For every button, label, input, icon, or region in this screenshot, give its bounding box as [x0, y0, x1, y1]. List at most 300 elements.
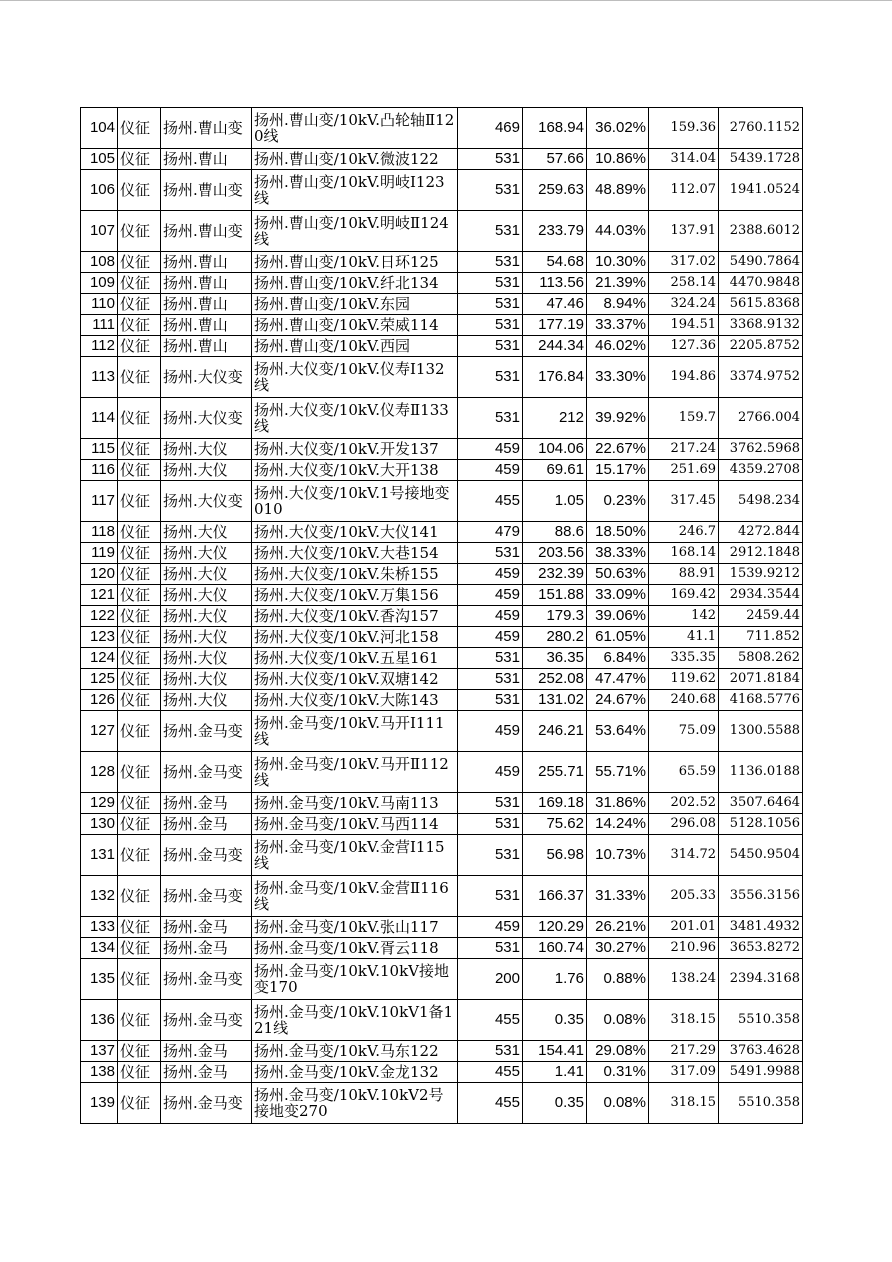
row-number-cell: 126	[81, 690, 118, 711]
remaining-kva-cell: 5510.358	[719, 1000, 803, 1041]
capacity-cell: 531	[458, 835, 523, 876]
feeder-line-cell: 扬州.金马变/10kV.马开Ⅰ111线	[252, 711, 458, 752]
county-cell: 仪征	[118, 460, 161, 481]
county-cell: 仪征	[118, 522, 161, 543]
load-rate-cell: 55.71%	[587, 752, 649, 793]
feeder-line-cell: 扬州.曹山变/10kV.日环125	[252, 252, 458, 273]
table-row	[81, 876, 803, 917]
table-row	[81, 793, 803, 814]
capacity-cell: 459	[458, 460, 523, 481]
row-number-cell: 105	[81, 149, 118, 170]
table-row	[81, 149, 803, 170]
remaining-kva-cell: 1300.5588	[719, 711, 803, 752]
remaining-kva-cell: 711.852	[719, 627, 803, 648]
substation-cell: 扬州.金马变	[161, 1083, 252, 1124]
capacity-cell: 531	[458, 252, 523, 273]
feeder-line-cell: 扬州.金马变/10kV.金营Ⅰ115线	[252, 835, 458, 876]
load-rate-cell: 14.24%	[587, 814, 649, 835]
substation-cell: 扬州.曹山	[161, 252, 252, 273]
remaining-capacity-cell: 317.09	[649, 1062, 719, 1083]
substation-cell: 扬州.曹山变	[161, 211, 252, 252]
load-rate-cell: 0.08%	[587, 1000, 649, 1041]
remaining-kva-cell: 4272.844	[719, 522, 803, 543]
feeder-line-cell: 扬州.金马变/10kV.马西114	[252, 814, 458, 835]
county-cell: 仪征	[118, 357, 161, 398]
capacity-cell: 531	[458, 211, 523, 252]
feeder-line-cell: 扬州.大仪变/10kV.香沟157	[252, 606, 458, 627]
remaining-capacity-cell: 194.51	[649, 315, 719, 336]
substation-cell: 扬州.曹山	[161, 294, 252, 315]
load-rate-cell: 8.94%	[587, 294, 649, 315]
row-number-cell: 121	[81, 585, 118, 606]
remaining-capacity-cell: 159.36	[649, 108, 719, 149]
row-number-cell: 125	[81, 669, 118, 690]
remaining-capacity-cell: 137.91	[649, 211, 719, 252]
county-cell: 仪征	[118, 336, 161, 357]
remaining-capacity-cell: 240.68	[649, 690, 719, 711]
feeder-line-cell: 扬州.大仪变/10kV.大开138	[252, 460, 458, 481]
load-rate-cell: 31.86%	[587, 793, 649, 814]
capacity-cell: 459	[458, 752, 523, 793]
county-cell: 仪征	[118, 627, 161, 648]
load-rate-cell: 26.21%	[587, 917, 649, 938]
remaining-capacity-cell: 317.02	[649, 252, 719, 273]
table-row	[81, 315, 803, 336]
remaining-kva-cell: 3481.4932	[719, 917, 803, 938]
load-cell: 47.46	[523, 294, 587, 315]
remaining-capacity-cell: 127.36	[649, 336, 719, 357]
table-row	[81, 814, 803, 835]
substation-cell: 扬州.曹山	[161, 336, 252, 357]
row-number-cell: 120	[81, 564, 118, 585]
table-row	[81, 294, 803, 315]
table-row	[81, 627, 803, 648]
county-cell: 仪征	[118, 669, 161, 690]
substation-cell: 扬州.大仪	[161, 522, 252, 543]
table-row	[81, 690, 803, 711]
load-cell: 246.21	[523, 711, 587, 752]
substation-cell: 扬州.金马变	[161, 835, 252, 876]
load-rate-cell: 61.05%	[587, 627, 649, 648]
capacity-cell: 455	[458, 481, 523, 522]
substation-cell: 扬州.大仪	[161, 543, 252, 564]
remaining-capacity-cell: 205.33	[649, 876, 719, 917]
substation-cell: 扬州.金马	[161, 938, 252, 959]
load-rate-cell: 24.67%	[587, 690, 649, 711]
capacity-cell: 531	[458, 669, 523, 690]
substation-cell: 扬州.大仪变	[161, 357, 252, 398]
feeder-line-cell: 扬州.金马变/10kV.胥云118	[252, 938, 458, 959]
remaining-capacity-cell: 314.72	[649, 835, 719, 876]
feeder-line-cell: 扬州.曹山变/10kV.明岐Ⅰ123线	[252, 170, 458, 211]
remaining-kva-cell: 4470.9848	[719, 273, 803, 294]
remaining-capacity-cell: 119.62	[649, 669, 719, 690]
table-row	[81, 357, 803, 398]
row-number-cell: 123	[81, 627, 118, 648]
load-cell: 244.34	[523, 336, 587, 357]
remaining-capacity-cell: 335.35	[649, 648, 719, 669]
remaining-kva-cell: 1539.9212	[719, 564, 803, 585]
county-cell: 仪征	[118, 211, 161, 252]
table-row	[81, 835, 803, 876]
county-cell: 仪征	[118, 814, 161, 835]
row-number-cell: 112	[81, 336, 118, 357]
feeder-line-cell: 扬州.金马变/10kV.马东122	[252, 1041, 458, 1062]
remaining-capacity-cell: 251.69	[649, 460, 719, 481]
capacity-cell: 200	[458, 959, 523, 1000]
remaining-kva-cell: 2912.1848	[719, 543, 803, 564]
load-rate-cell: 10.86%	[587, 149, 649, 170]
remaining-kva-cell: 2205.8752	[719, 336, 803, 357]
substation-cell: 扬州.曹山变	[161, 108, 252, 149]
feeder-line-cell: 扬州.曹山变/10kV.明岐Ⅱ124线	[252, 211, 458, 252]
feeder-line-cell: 扬州.大仪变/10kV.河北158	[252, 627, 458, 648]
load-cell: 212	[523, 398, 587, 439]
capacity-cell: 531	[458, 315, 523, 336]
county-cell: 仪征	[118, 439, 161, 460]
remaining-kva-cell: 5615.8368	[719, 294, 803, 315]
load-rate-cell: 21.39%	[587, 273, 649, 294]
row-number-cell: 118	[81, 522, 118, 543]
capacity-cell: 531	[458, 876, 523, 917]
table-row	[81, 585, 803, 606]
remaining-kva-cell: 3507.6464	[719, 793, 803, 814]
remaining-capacity-cell: 138.24	[649, 959, 719, 1000]
load-cell: 1.41	[523, 1062, 587, 1083]
remaining-capacity-cell: 169.42	[649, 585, 719, 606]
load-rate-cell: 47.47%	[587, 669, 649, 690]
load-rate-cell: 48.89%	[587, 170, 649, 211]
table-row	[81, 460, 803, 481]
remaining-kva-cell: 3763.4628	[719, 1041, 803, 1062]
load-cell: 1.05	[523, 481, 587, 522]
load-rate-cell: 22.67%	[587, 439, 649, 460]
remaining-kva-cell: 5498.234	[719, 481, 803, 522]
load-rate-cell: 50.63%	[587, 564, 649, 585]
capacity-cell: 459	[458, 585, 523, 606]
remaining-kva-cell: 5510.358	[719, 1083, 803, 1124]
substation-cell: 扬州.曹山	[161, 149, 252, 170]
load-rate-cell: 0.88%	[587, 959, 649, 1000]
remaining-kva-cell: 5490.7864	[719, 252, 803, 273]
county-cell: 仪征	[118, 585, 161, 606]
feeder-line-cell: 扬州.金马变/10kV.10kV2号接地变270	[252, 1083, 458, 1124]
county-cell: 仪征	[118, 793, 161, 814]
capacity-cell: 531	[458, 690, 523, 711]
load-cell: 166.37	[523, 876, 587, 917]
county-cell: 仪征	[118, 711, 161, 752]
county-cell: 仪征	[118, 959, 161, 1000]
remaining-kva-cell: 5491.9988	[719, 1062, 803, 1083]
table-row	[81, 606, 803, 627]
remaining-capacity-cell: 88.91	[649, 564, 719, 585]
table-row	[81, 711, 803, 752]
row-number-cell: 114	[81, 398, 118, 439]
feeder-line-cell: 扬州.金马变/10kV.张山117	[252, 917, 458, 938]
table-row	[81, 1000, 803, 1041]
feeder-line-cell: 扬州.曹山变/10kV.凸轮轴Ⅱ120线	[252, 108, 458, 149]
load-cell: 232.39	[523, 564, 587, 585]
row-number-cell: 136	[81, 1000, 118, 1041]
row-number-cell: 131	[81, 835, 118, 876]
row-number-cell: 108	[81, 252, 118, 273]
remaining-kva-cell: 2071.8184	[719, 669, 803, 690]
substation-cell: 扬州.大仪变	[161, 398, 252, 439]
feeder-line-cell: 扬州.曹山变/10kV.微波122	[252, 149, 458, 170]
remaining-capacity-cell: 296.08	[649, 814, 719, 835]
load-rate-cell: 0.23%	[587, 481, 649, 522]
substation-cell: 扬州.金马变	[161, 1000, 252, 1041]
county-cell: 仪征	[118, 690, 161, 711]
capacity-cell: 459	[458, 711, 523, 752]
load-cell: 36.35	[523, 648, 587, 669]
county-cell: 仪征	[118, 648, 161, 669]
row-number-cell: 127	[81, 711, 118, 752]
substation-cell: 扬州.金马变	[161, 876, 252, 917]
feeder-line-cell: 扬州.大仪变/10kV.开发137	[252, 439, 458, 460]
capacity-cell: 531	[458, 149, 523, 170]
row-number-cell: 132	[81, 876, 118, 917]
load-cell: 120.29	[523, 917, 587, 938]
row-number-cell: 137	[81, 1041, 118, 1062]
row-number-cell: 124	[81, 648, 118, 669]
county-cell: 仪征	[118, 564, 161, 585]
remaining-capacity-cell: 318.15	[649, 1083, 719, 1124]
remaining-kva-cell: 3762.5968	[719, 439, 803, 460]
load-cell: 203.56	[523, 543, 587, 564]
remaining-capacity-cell: 202.52	[649, 793, 719, 814]
load-cell: 57.66	[523, 149, 587, 170]
capacity-cell: 455	[458, 1083, 523, 1124]
load-rate-cell: 10.73%	[587, 835, 649, 876]
load-cell: 255.71	[523, 752, 587, 793]
feeder-line-cell: 扬州.金马变/10kV.金营Ⅱ116线	[252, 876, 458, 917]
table-row	[81, 938, 803, 959]
row-number-cell: 129	[81, 793, 118, 814]
feeder-line-cell: 扬州.大仪变/10kV.朱桥155	[252, 564, 458, 585]
feeder-line-cell: 扬州.大仪变/10kV.仪寿Ⅱ133线	[252, 398, 458, 439]
row-number-cell: 116	[81, 460, 118, 481]
load-cell: 280.2	[523, 627, 587, 648]
capacity-cell: 531	[458, 793, 523, 814]
load-rate-cell: 39.06%	[587, 606, 649, 627]
remaining-capacity-cell: 314.04	[649, 149, 719, 170]
remaining-capacity-cell: 210.96	[649, 938, 719, 959]
load-rate-cell: 30.27%	[587, 938, 649, 959]
capacity-cell: 531	[458, 294, 523, 315]
load-cell: 69.61	[523, 460, 587, 481]
capacity-cell: 531	[458, 336, 523, 357]
capacity-cell: 531	[458, 273, 523, 294]
load-cell: 56.98	[523, 835, 587, 876]
load-rate-cell: 53.64%	[587, 711, 649, 752]
remaining-kva-cell: 4168.5776	[719, 690, 803, 711]
table-row	[81, 398, 803, 439]
substation-cell: 扬州.大仪	[161, 627, 252, 648]
remaining-capacity-cell: 65.59	[649, 752, 719, 793]
county-cell: 仪征	[118, 606, 161, 627]
county-cell: 仪征	[118, 917, 161, 938]
load-rate-cell: 10.30%	[587, 252, 649, 273]
feeder-line-cell: 扬州.曹山变/10kV.西园	[252, 336, 458, 357]
row-number-cell: 138	[81, 1062, 118, 1083]
load-rate-cell: 36.02%	[587, 108, 649, 149]
row-number-cell: 113	[81, 357, 118, 398]
load-rate-cell: 0.08%	[587, 1083, 649, 1124]
row-number-cell: 106	[81, 170, 118, 211]
row-number-cell: 130	[81, 814, 118, 835]
substation-cell: 扬州.金马	[161, 814, 252, 835]
capacity-cell: 531	[458, 357, 523, 398]
remaining-kva-cell: 2394.3168	[719, 959, 803, 1000]
table-row	[81, 543, 803, 564]
page-top-border	[0, 0, 892, 1]
load-rate-cell: 33.30%	[587, 357, 649, 398]
load-cell: 160.74	[523, 938, 587, 959]
county-cell: 仪征	[118, 1000, 161, 1041]
substation-cell: 扬州.金马	[161, 1041, 252, 1062]
capacity-cell: 459	[458, 564, 523, 585]
feeder-line-cell: 扬州.金马变/10kV.10kV1备121线	[252, 1000, 458, 1041]
feeder-line-cell: 扬州.金马变/10kV.马开Ⅱ112线	[252, 752, 458, 793]
load-cell: 0.35	[523, 1000, 587, 1041]
substation-cell: 扬州.金马	[161, 793, 252, 814]
substation-cell: 扬州.大仪	[161, 585, 252, 606]
load-cell: 168.94	[523, 108, 587, 149]
load-cell: 1.76	[523, 959, 587, 1000]
capacity-cell: 459	[458, 917, 523, 938]
row-number-cell: 133	[81, 917, 118, 938]
county-cell: 仪征	[118, 398, 161, 439]
row-number-cell: 104	[81, 108, 118, 149]
row-number-cell: 107	[81, 211, 118, 252]
remaining-capacity-cell: 324.24	[649, 294, 719, 315]
substation-cell: 扬州.曹山变	[161, 170, 252, 211]
table-row	[81, 752, 803, 793]
load-rate-cell: 0.31%	[587, 1062, 649, 1083]
capacity-cell: 531	[458, 1041, 523, 1062]
substation-cell: 扬州.大仪	[161, 460, 252, 481]
load-rate-cell: 33.09%	[587, 585, 649, 606]
substation-cell: 扬州.大仪	[161, 669, 252, 690]
table-row	[81, 273, 803, 294]
remaining-kva-cell: 2459.44	[719, 606, 803, 627]
load-rate-cell: 6.84%	[587, 648, 649, 669]
load-rate-cell: 15.17%	[587, 460, 649, 481]
table-row	[81, 211, 803, 252]
load-cell: 177.19	[523, 315, 587, 336]
row-number-cell: 135	[81, 959, 118, 1000]
county-cell: 仪征	[118, 938, 161, 959]
load-rate-cell: 46.02%	[587, 336, 649, 357]
table-row	[81, 252, 803, 273]
remaining-kva-cell: 2388.6012	[719, 211, 803, 252]
remaining-kva-cell: 3653.8272	[719, 938, 803, 959]
row-number-cell: 110	[81, 294, 118, 315]
load-cell: 154.41	[523, 1041, 587, 1062]
county-cell: 仪征	[118, 273, 161, 294]
load-cell: 233.79	[523, 211, 587, 252]
county-cell: 仪征	[118, 543, 161, 564]
feeder-line-cell: 扬州.曹山变/10kV.纤北134	[252, 273, 458, 294]
remaining-capacity-cell: 168.14	[649, 543, 719, 564]
load-rate-cell: 39.92%	[587, 398, 649, 439]
county-cell: 仪征	[118, 252, 161, 273]
table-row	[81, 959, 803, 1000]
substation-cell: 扬州.大仪	[161, 439, 252, 460]
county-cell: 仪征	[118, 752, 161, 793]
load-cell: 113.56	[523, 273, 587, 294]
substation-cell: 扬州.大仪	[161, 648, 252, 669]
remaining-capacity-cell: 194.86	[649, 357, 719, 398]
substation-cell: 扬州.曹山	[161, 315, 252, 336]
load-cell: 131.02	[523, 690, 587, 711]
remaining-capacity-cell: 217.24	[649, 439, 719, 460]
table-row	[81, 1062, 803, 1083]
load-cell: 104.06	[523, 439, 587, 460]
feeder-line-cell: 扬州.大仪变/10kV.双塘142	[252, 669, 458, 690]
load-rate-cell: 31.33%	[587, 876, 649, 917]
load-cell: 259.63	[523, 170, 587, 211]
remaining-kva-cell: 3374.9752	[719, 357, 803, 398]
capacity-cell: 531	[458, 170, 523, 211]
remaining-capacity-cell: 217.29	[649, 1041, 719, 1062]
remaining-capacity-cell: 159.7	[649, 398, 719, 439]
feeder-load-table	[80, 107, 803, 1124]
load-cell: 176.84	[523, 357, 587, 398]
substation-cell: 扬州.金马变	[161, 752, 252, 793]
feeder-line-cell: 扬州.曹山变/10kV.荣威114	[252, 315, 458, 336]
remaining-kva-cell: 1941.0524	[719, 170, 803, 211]
county-cell: 仪征	[118, 1062, 161, 1083]
substation-cell: 扬州.大仪	[161, 606, 252, 627]
remaining-kva-cell: 5439.1728	[719, 149, 803, 170]
remaining-capacity-cell: 75.09	[649, 711, 719, 752]
remaining-kva-cell: 2760.1152	[719, 108, 803, 149]
substation-cell: 扬州.金马变	[161, 959, 252, 1000]
remaining-capacity-cell: 246.7	[649, 522, 719, 543]
table-row	[81, 522, 803, 543]
row-number-cell: 117	[81, 481, 118, 522]
county-cell: 仪征	[118, 1041, 161, 1062]
table-row	[81, 439, 803, 460]
table-row	[81, 564, 803, 585]
feeder-line-cell: 扬州.大仪变/10kV.1号接地变010	[252, 481, 458, 522]
substation-cell: 扬州.大仪	[161, 690, 252, 711]
table-row	[81, 1041, 803, 1062]
remaining-capacity-cell: 317.45	[649, 481, 719, 522]
substation-cell: 扬州.金马	[161, 1062, 252, 1083]
load-cell: 88.6	[523, 522, 587, 543]
county-cell: 仪征	[118, 170, 161, 211]
feeder-line-cell: 扬州.大仪变/10kV.仪寿Ⅰ132线	[252, 357, 458, 398]
load-cell: 169.18	[523, 793, 587, 814]
feeder-line-cell: 扬州.金马变/10kV.金龙132	[252, 1062, 458, 1083]
feeder-line-cell: 扬州.大仪变/10kV.万集156	[252, 585, 458, 606]
remaining-kva-cell: 5450.9504	[719, 835, 803, 876]
capacity-cell: 459	[458, 627, 523, 648]
capacity-cell: 469	[458, 108, 523, 149]
table-row	[81, 917, 803, 938]
capacity-cell: 531	[458, 648, 523, 669]
remaining-capacity-cell: 318.15	[649, 1000, 719, 1041]
load-cell: 75.62	[523, 814, 587, 835]
load-cell: 179.3	[523, 606, 587, 627]
table-row	[81, 336, 803, 357]
county-cell: 仪征	[118, 315, 161, 336]
feeder-line-cell: 扬州.金马变/10kV.马南113	[252, 793, 458, 814]
capacity-cell: 455	[458, 1062, 523, 1083]
